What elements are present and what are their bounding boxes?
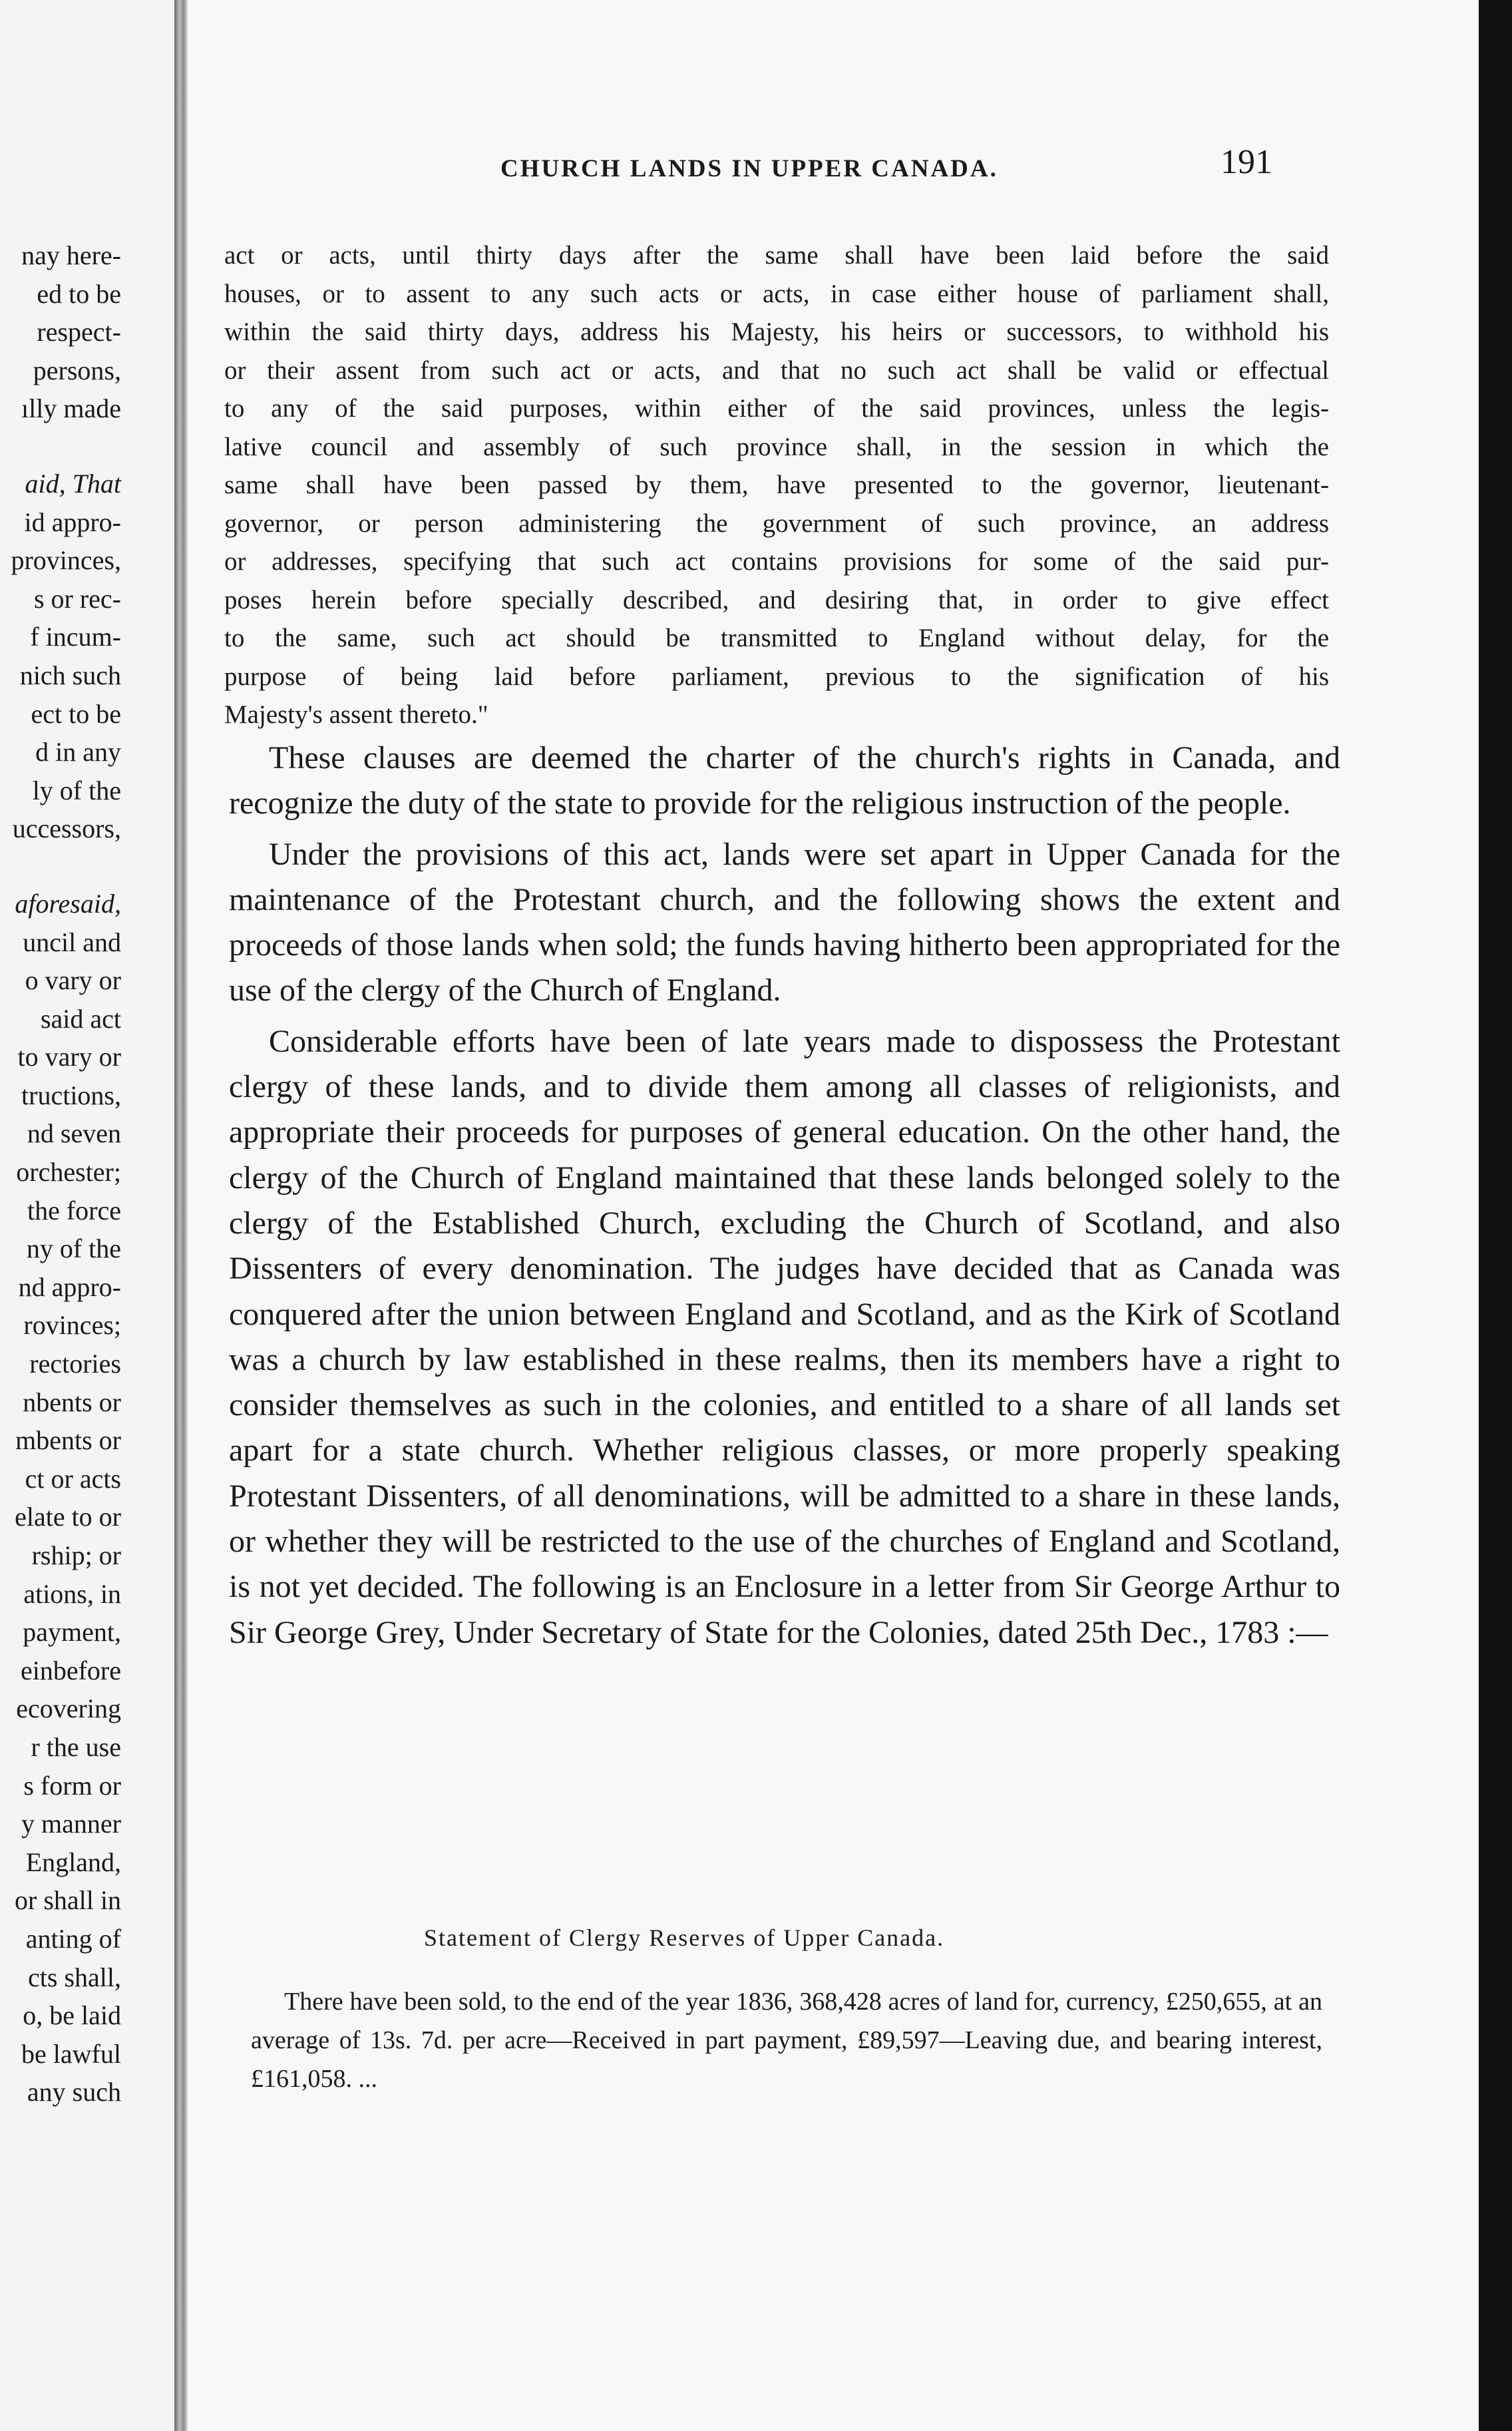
statement-text: There have been sold, to the end of the year 1836, 368,428 acres of land for, currency, £250,655, at an average of 13s. 7d. per acre—Received in part payment, £89,597—Leaving due, and bearing interest, £161,058. ...: [251, 1988, 1322, 2093]
facing-line: tructions,: [21, 1080, 121, 1110]
page-number: 191: [1221, 143, 1272, 181]
facing-line: nd seven: [27, 1118, 121, 1149]
facing-line: mbents or: [15, 1425, 121, 1456]
quote-line: or addresses, specifying that such act contains provisions for some of the said pur-: [224, 547, 1329, 576]
facing-line: ny of the: [26, 1233, 121, 1264]
facing-line: said act: [40, 1003, 121, 1034]
quote-line: purpose of being laid before parliament, previous to the signification of his: [224, 662, 1329, 691]
facing-line: rovinces;: [23, 1310, 121, 1341]
running-head: CHURCH LANDS IN UPPER CANADA.: [500, 155, 998, 182]
paragraph: Under the provisions of this act, lands were set apart in Upper Canada for the maintenance of the Protestant church, and the following shows the extent and proceeds of those lands when sold; the funds having hitherto been appropriated for the use of the clergy of the Church of England.: [229, 836, 1340, 1008]
paragraph: Considerable efforts have been of late years made to dispossess the Protestant clergy of these lands, and to divide them among all classes of religionists, and appropriate their proceeds for purposes of general education. On the other hand, the clergy of the Church of England maintained that these lands belonged solely to the clergy of the Established Church, excluding the Church of Scotland, and also Dissenters of every denomination. The judges have decided that as Canada was conquered after the union between England and Scotland, and as the Kirk of Scotland was a church by law established in these realms, then its members have a right to consider themselves as such in the colonies, and entitled to a share of all lands set apart for a state church. Whether religious classes, or more properly speaking Protestant Dissenters, of all denominations, will be admitted to a share in these lands, or whether they will be restricted to the use of the churches of England and Scotland, is not yet decided. The following is an Enclosure in a letter from Sir George Arthur to Sir George Grey, Under Secretary of State for the Colonies, dated 25th Dec., 1783 :—: [229, 1023, 1340, 1650]
statement-heading: Statement of Clergy Reserves of Upper Canada.: [424, 1924, 945, 1951]
facing-line: uncil and: [23, 927, 121, 957]
quote-line: governor, or person administering the government of such province, an address: [224, 509, 1329, 538]
facing-line: nich such: [19, 660, 121, 690]
quote-line: act or acts, until thirty days after the same shall have been laid before the said: [224, 241, 1329, 270]
facing-line: to vary or: [17, 1042, 121, 1072]
facing-line: ations, in: [23, 1578, 121, 1609]
facing-line: ılly made: [21, 393, 121, 424]
facing-line: o, be laid: [23, 2000, 121, 2031]
facing-page-left: [0, 0, 174, 2431]
facing-line: ed to be: [37, 278, 121, 309]
facing-line: England,: [25, 1847, 121, 1877]
facing-line: aid, That: [25, 468, 121, 499]
facing-line: the force: [27, 1195, 121, 1225]
facing-line: r the use: [31, 1731, 121, 1762]
facing-line: d in any: [35, 737, 121, 768]
facing-line: einbefore: [20, 1655, 121, 1685]
page-edge: [1479, 0, 1512, 2431]
facing-line: id appro-: [24, 507, 121, 537]
facing-line: rectories: [29, 1349, 121, 1379]
quote-line: houses, or to assent to any such acts or acts, in case either house of parliament shall,: [224, 279, 1329, 308]
quote-line: to the same, such act should be transmitted to England without delay, for the: [224, 624, 1329, 652]
facing-line: orchester;: [16, 1157, 121, 1188]
facing-line: provinces,: [11, 545, 121, 576]
facing-line: rship; or: [31, 1540, 121, 1570]
facing-line: ly of the: [32, 775, 121, 805]
facing-line: nay here-: [21, 240, 121, 270]
facing-line: s or rec-: [33, 583, 121, 614]
facing-line: nd appro-: [18, 1271, 121, 1302]
facing-line: f incum-: [30, 622, 121, 652]
quote-line: or their assent from such act or acts, and that no such act shall be valid or effectual: [224, 355, 1329, 385]
facing-line: any such: [27, 2077, 121, 2107]
quote-line: same shall have been passed by them, have presented to the governor, lieutenant-: [224, 471, 1329, 499]
facing-line: o vary or: [25, 965, 121, 996]
facing-line: nbents or: [23, 1387, 121, 1417]
quote-line: poses herein before specially described, and desiring that, in order to give effect: [224, 585, 1329, 614]
quoted-statute: [224, 236, 1329, 734]
facing-line: uccessors,: [12, 813, 121, 844]
quote-line: lative council and assembly of such province shall, in the session in which the: [224, 432, 1329, 461]
facing-page-text: [11, 236, 121, 2111]
facing-line: or shall in: [15, 1885, 121, 1916]
quote-line: within the said thirty days, address his Majesty, his heirs or successors, to withhold his: [224, 318, 1329, 346]
facing-line: ecovering: [16, 1693, 121, 1724]
facing-line: ect to be: [31, 698, 121, 729]
facing-line: ct or acts: [25, 1463, 121, 1494]
paragraph: These clauses are deemed the charter of the church's rights in Canada, and recognize the duty of the state to provide for the religious instruction of the people.: [229, 740, 1340, 821]
facing-line: respect-: [37, 317, 121, 347]
facing-line: payment,: [23, 1617, 121, 1648]
quote-line: to any of the said purposes, within either of the said provinces, unless the legis-: [224, 394, 1329, 423]
facing-line: aforesaid,: [15, 888, 121, 919]
quote-line: Majesty's assent thereto.": [224, 700, 488, 729]
body-text: [229, 736, 1340, 1661]
facing-line: elate to or: [15, 1502, 121, 1532]
book-gutter: [174, 0, 188, 2431]
facing-line: be lawful: [21, 2038, 121, 2069]
facing-line: y manner: [21, 1809, 121, 1839]
facing-line: s form or: [23, 1770, 121, 1801]
facing-line: anting of: [25, 1923, 121, 1954]
facing-line: persons,: [33, 355, 121, 385]
facing-line: cts shall,: [28, 1962, 121, 1992]
main-page: [188, 0, 1479, 2431]
